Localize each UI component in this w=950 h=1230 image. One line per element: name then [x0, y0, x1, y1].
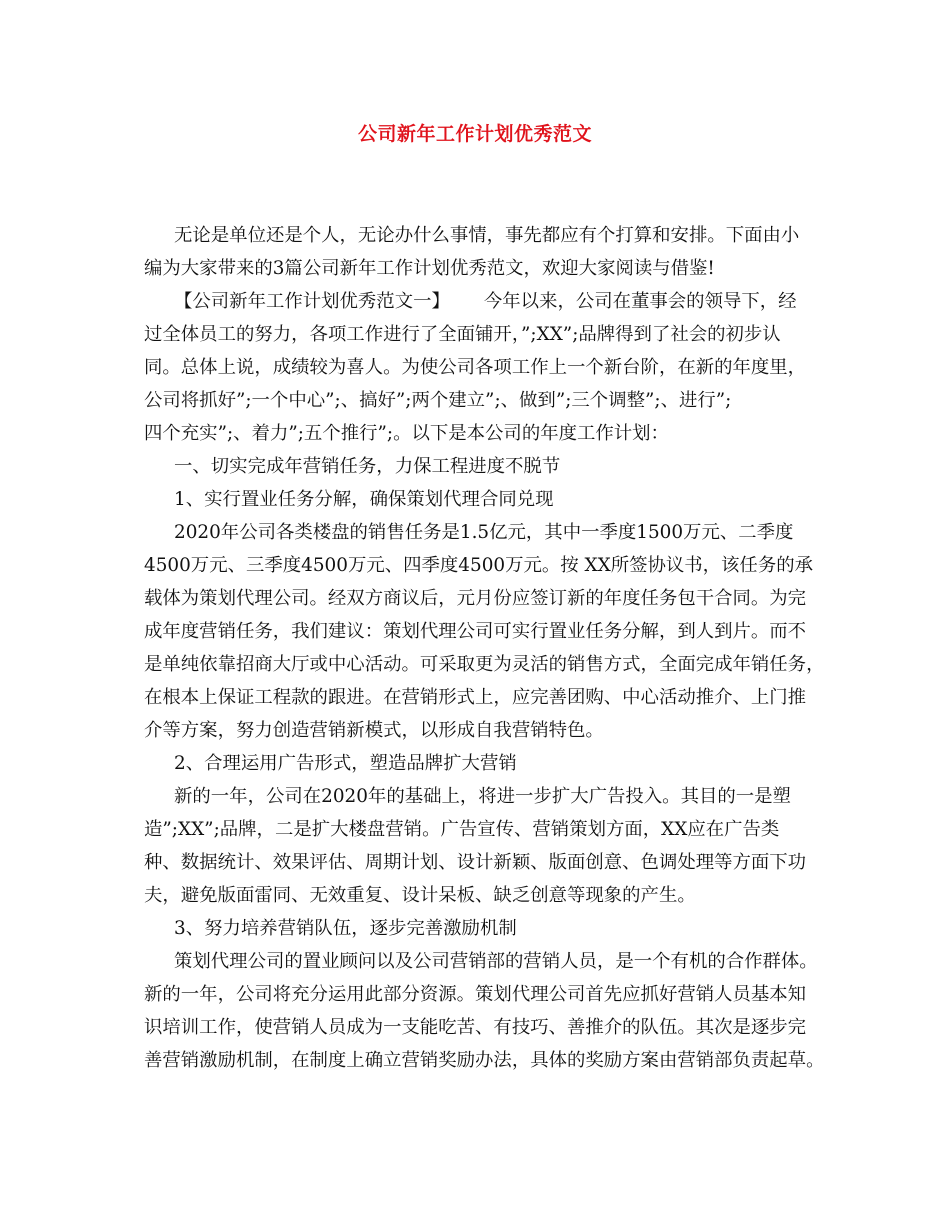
paragraph-text: 今年以来，公司在董事会的领导下，经	[483, 291, 797, 312]
paragraph-line: 编为大家带来的3篇公司新年工作计划优秀范文，欢迎大家阅读与借鉴!	[144, 258, 715, 279]
paragraph-line: 在根本上保证工程款的跟进。在营销形式上，应完善团购、中心活动推介、上门推	[144, 687, 807, 708]
paragraph-line: 介等方案，努力创造营销新模式，以形成自我营销特色。	[144, 720, 604, 741]
paragraph-line: 载体为策划代理公司。经双方商议后，元月份应签订新的年度任务包干合同。为完	[144, 588, 807, 609]
paragraph-line: 造”;XX”;品牌，二是扩大楼盘营销。广告宣传、营销策划方面，XX应在广告类	[144, 819, 780, 840]
document-body	[144, 219, 824, 1077]
paragraph-line: 同。总体上说，成绩较为喜人。为使公司各项工作上一个新台阶，在新的年度里，	[144, 357, 807, 378]
paragraph-line: 识培训工作，使营销人员成为一支能吃苦、有技巧、善推介的队伍。其次是逐步完	[144, 1017, 807, 1038]
paragraph-line: 是单纯依靠招商大厅或中心活动。可采取更为灵活的销售方式，全面完成年销任务，	[144, 654, 825, 675]
paragraph-line: 新的一年，公司在2020年的基础上，将进一步扩大广告投入。其目的一是塑	[174, 786, 791, 807]
subheading-line: 一、切实完成年营销任务，力保工程进度不脱节	[174, 456, 561, 477]
subheading-line: 1、实行置业任务分解，确保策划代理合同兑现	[174, 489, 554, 510]
section-heading-line	[144, 285, 824, 318]
paragraph-line: 成年度营销任务，我们建议：策划代理公司可实行置业任务分解，到人到片。而不	[144, 621, 807, 642]
paragraph-line: 公司将抓好”;一个中心”;、搞好”;两个建立”;、做到”;三个调整”;、进行”;	[144, 390, 732, 411]
paragraph-line: 4500万元、三季度4500万元、四季度4500万元。按 XX所签协议书，该任务的承	[144, 555, 813, 576]
paragraph-line: 夫，避免版面雷同、无效重复、设计呆板、缺乏创意等现象的产生。	[144, 885, 696, 906]
paragraph-line: 种、数据统计、效果评估、周期计划、设计新颖、版面创意、色调处理等方面下功	[144, 852, 807, 873]
paragraph-line: 无论是单位还是个人，无论办什么事情，事先都应有个打算和安排。下面由小	[174, 225, 800, 246]
paragraph-line: 四个充实”;、着力”;五个推行”;。以下是本公司的年度工作计划：	[144, 423, 669, 444]
section-heading: 【公司新年工作计划优秀范文一】	[174, 291, 450, 312]
document-title: 公司新年工作计划优秀范文	[357, 123, 592, 145]
paragraph-line: 善营销激励机制，在制度上确立营销奖励办法，具体的奖励方案由营销部负责起草。	[144, 1050, 825, 1071]
paragraph-line: 策划代理公司的置业顾问以及公司营销部的营销人员，是一个有机的合作群体。	[174, 951, 818, 972]
paragraph-line: 2020年公司各类楼盘的销售任务是1.5亿元，其中一季度1500万元、二季度	[174, 522, 794, 543]
paragraph-line: 过全体员工的努力，各项工作进行了全面铺开，”;XX”;品牌得到了社会的初步认	[144, 324, 781, 345]
paragraph-line: 新的一年，公司将充分运用此部分资源。策划代理公司首先应抓好营销人员基本知	[144, 984, 807, 1005]
subheading-line: 3、努力培养营销队伍，逐步完善激励机制	[174, 918, 517, 939]
subheading-line: 2、合理运用广告形式，塑造品牌扩大营销	[174, 753, 517, 774]
